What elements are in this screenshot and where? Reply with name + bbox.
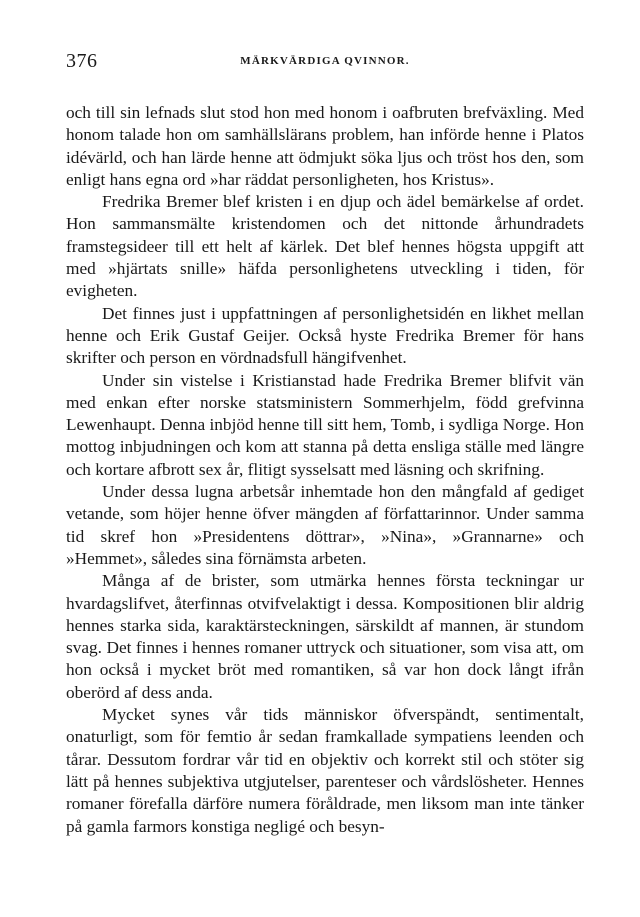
paragraph: Under sin vistelse i Kristianstad hade Fredrika Bremer blifvit vän med enkan efter norske statsministern Sommerhjelm, född grefvinna Lewenhaupt. Denna inbjöd henne till sitt hem, Tomb, i sydliga Norge. Hon mottog inbjudningen och kom att stanna på detta ensliga ställe med längre och kortare afbrott sex år, flitigt sysselsatt med läsning och skrifning. bbox=[66, 370, 584, 479]
page-header bbox=[66, 50, 584, 78]
paragraph: Fredrika Bremer blef kristen i en djup och ädel bemärkelse af ordet. Hon sammansmälte kristendomen och det nittonde århundradets framstegsideer till ett helt af kärlek. Det blef hennes högsta uppgift att med »hjärtats snille» häfda personlighetens utveckling i tiden, för evigheten. bbox=[66, 192, 584, 301]
paragraph: Det finnes just i uppfattningen af personlighetsidén en likhet mellan henne och Erik Gustaf Geijer. Också hyste Fredrika Bremer för hans skrifter och person en vördnadsfull hängifvenhet. bbox=[66, 303, 584, 368]
book-page bbox=[66, 50, 584, 838]
paragraph-continuation: och till sin lefnads slut stod hon med honom i oafbruten brefväxling. Med honom talade hon om samhällslärans problem, han införde henne i Platos idévärld, och han lärde henne att ödmjukt söka ljus och tröst hos den, som enligt hans egna ord »har räddat personligheten, hos Kristus». bbox=[66, 103, 584, 189]
paragraph: Under dessa lugna arbetsår inhemtade hon den mångfald af gediget vetande, som höjer henne öfver mängden af författarinnor. Under samma tid skref hon »Presidentens döttrar», »Nina», »Grannarne» och »Hemmet», således sina förnämsta arbeten. bbox=[66, 482, 584, 568]
page-number: 376 bbox=[66, 50, 98, 72]
paragraph: Många af de brister, som utmärka hennes första teckningar ur hvardagslifvet, återfinnas otvifvelaktigt i dessa. Kompositionen blir aldrig hennes starka sida, karaktärsteckningen, särskildt af mannen, är stundom svag. Det finnes i hennes romaner uttryck och situationer, som visa att, om hon också i mycket bröt med romantiken, så var hon dock långt ifrån oberörd af dess anda. bbox=[66, 571, 584, 702]
running-head: MÄRKVÄRDIGA QVINNOR. bbox=[240, 55, 410, 67]
paragraph: Mycket synes vår tids människor öfverspändt, sentimentalt, onaturligt, som för femtio år sedan framkallade sympatiens leenden och tårar. Dessutom fordrar vår tid en objektiv och korrekt stil och stöter sig lätt på hennes subjektiva utgjutelser, parenteser och vårdslösheter. Hennes romaner förefalla därföre numera föråldrade, men liksom man inte tänker på gamla farmors konstiga negligé och besyn- bbox=[66, 705, 584, 836]
body-text bbox=[66, 102, 584, 838]
